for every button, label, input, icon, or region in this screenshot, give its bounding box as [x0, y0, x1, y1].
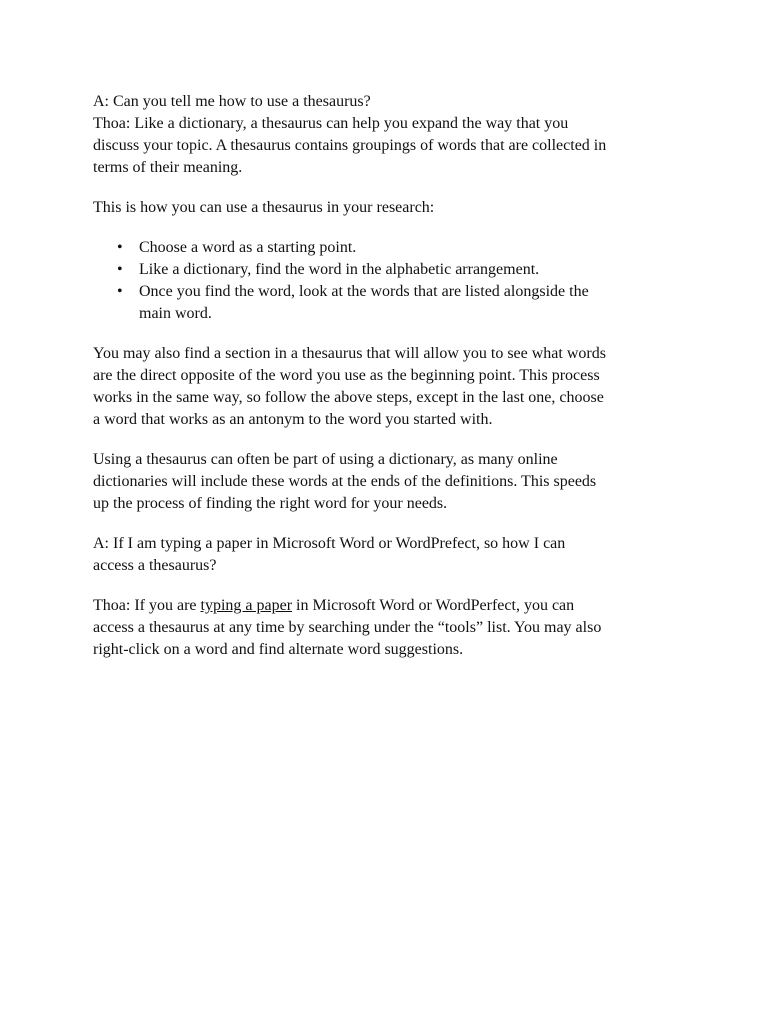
dictionary-paragraph	[93, 449, 693, 515]
steps-list	[93, 237, 693, 325]
answer-2-suffix: in Microsoft Word or WordPerfect, you can	[292, 597, 575, 614]
typing-a-paper-link[interactable]: typing a paper	[200, 597, 293, 614]
list-item-text: Choose a word as a starting point.	[139, 239, 357, 256]
list-item	[93, 281, 693, 325]
answer-2-line: access a thesaurus at any time by searching under the “tools” list. You may also	[93, 619, 602, 636]
paragraph-line: You may also find a section in a thesaurus that will allow you to see what words	[93, 345, 606, 362]
answer-2	[93, 595, 693, 661]
document-page	[93, 91, 693, 679]
paragraph-line: up the process of finding the right word for your needs.	[93, 495, 448, 512]
answer-1-line: Thoa: Like a dictionary, a thesaurus can help you expand the way that you	[93, 115, 569, 132]
paragraph-line: are the direct opposite of the word you use as the beginning point. This process	[93, 367, 600, 384]
answer-2-first-line	[93, 595, 693, 617]
bullet-icon: •	[117, 239, 123, 256]
paragraph-line: works in the same way, so follow the above steps, except in the last one, choose	[93, 389, 604, 406]
answer-2-prefix: Thoa: If you are	[93, 597, 201, 614]
question-2-line: access a thesaurus?	[93, 557, 217, 574]
list-item-text: Like a dictionary, find the word in the alphabetic arrangement.	[139, 261, 540, 278]
answer-1-line: terms of their meaning.	[93, 159, 243, 176]
question-2	[93, 533, 693, 577]
paragraph-line: a word that works as an antonym to the word you started with.	[93, 411, 493, 428]
list-item-text: Once you find the word, look at the words that are listed alongside the	[139, 283, 589, 300]
qa-block-1	[93, 91, 693, 179]
question-1: A: Can you tell me how to use a thesaurus?	[93, 93, 371, 110]
answer-2-line: right-click on a word and find alternate word suggestions.	[93, 641, 464, 658]
list-item	[93, 237, 693, 259]
paragraph-line: dictionaries will include these words at the ends of the definitions. This speeds	[93, 473, 597, 490]
list-item	[93, 259, 693, 281]
answer-1-line: discuss your topic. A thesaurus contains groupings of words that are collected in	[93, 137, 607, 154]
intro-paragraph: This is how you can use a thesaurus in your research:	[93, 199, 435, 216]
question-2-line: A: If I am typing a paper in Microsoft Word or WordPrefect, so how I can	[93, 535, 566, 552]
antonym-paragraph	[93, 343, 693, 431]
bullet-icon: •	[117, 283, 123, 300]
bullet-icon: •	[117, 261, 123, 278]
paragraph-line: Using a thesaurus can often be part of using a dictionary, as many online	[93, 451, 558, 468]
list-item-text: main word.	[139, 305, 212, 322]
